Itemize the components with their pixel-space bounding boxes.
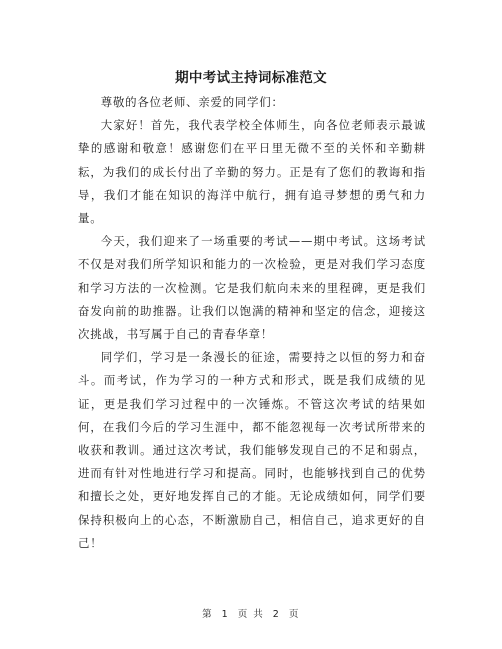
footer-prefix: 第 bbox=[202, 609, 214, 620]
page-footer bbox=[0, 606, 502, 620]
body-paragraph-2: 今天，我们迎来了一场重要的考试——期中考试。这场考试不仅是对我们所学知识和能力的一次检验，更是对我们学习态度和学习方法的一次检测。它是我们航向未来的里程碑，更是我们奋发向前的助推器。让我们以饱满的精神和坚定的信念，迎接这次挑战，书写属于自己的青春华章！ bbox=[78, 234, 426, 342]
greeting-paragraph: 尊敬的各位老师、亲爱的同学们： bbox=[100, 95, 284, 109]
footer-mid: 页 共 bbox=[237, 609, 265, 620]
body-paragraph-3: 同学们，学习是一条漫长的征途，需要持之以恒的努力和奋斗。而考试，作为学习的一种方式和形式，既是我们成绩的见证，更是我们学习过程中的一次锤炼。不管这次考试的结果如何，在我们今后的学习生涯中，都不能忽视每一次考试所带来的收获和教训。通过这次考试，我们能够发现自己的不足和弱点，进而有针对性地进行学习和提高。同时，也能够找到自己的优势和擅长之处，更好地发挥自己的才能。无论成绩如何，同学们要保持积极向上的心态，不断激励自己，相信自己，追求更好的自己！ bbox=[78, 350, 426, 550]
document-body bbox=[78, 91, 426, 555]
document-title: 期中考试主持词标准范文 bbox=[175, 70, 327, 86]
footer-total-pages: 2 bbox=[272, 609, 281, 620]
footer-current-page: 1 bbox=[221, 609, 230, 620]
body-paragraph-1: 大家好！首先，我代表学校全体师生，向各位老师表示最诚挚的感谢和敬意！感谢您们在平日里无微不至的关怀和辛勤耕耘，为我们的成长付出了辛勤的努力。正是有了您们的教诲和指导，我们才能在知识的海洋中航行，拥有追寻梦想的勇气和力量。 bbox=[78, 118, 426, 226]
footer-suffix: 页 bbox=[288, 609, 300, 620]
